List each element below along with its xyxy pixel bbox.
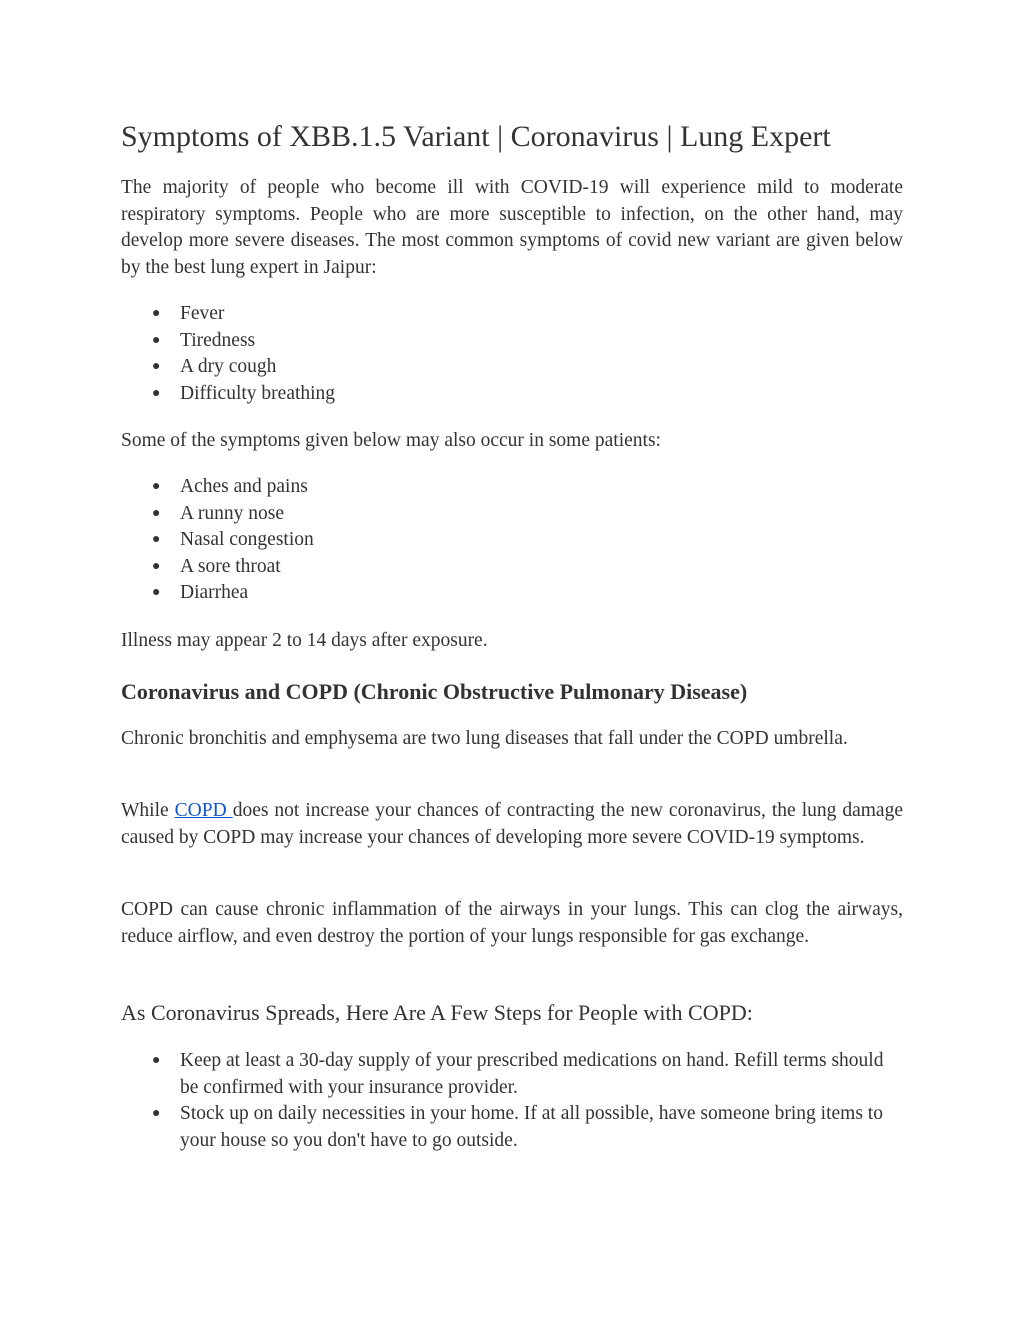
exposure-paragraph: Illness may appear 2 to 14 days after exposure.: [121, 630, 488, 651]
list-item: ● Aches and pains: [121, 474, 903, 501]
other-symptoms-list: [121, 474, 903, 607]
list-item: ● Nasal congestion: [121, 527, 903, 554]
page-title: Symptoms of XBB.1.5 Variant | Coronavirus | Lung Expert: [121, 120, 831, 153]
bullet-icon: ●: [152, 306, 161, 321]
common-symptoms-list: [121, 301, 903, 407]
bullet-icon: ●: [152, 1106, 161, 1122]
steps-heading: As Coronavirus Spreads, Here Are A Few Steps for People with COPD:: [121, 1000, 753, 1025]
bullet-icon: ●: [152, 332, 161, 348]
list-item: ● Fever: [121, 301, 903, 328]
copd-paragraph-2: While COPD does not increase your chances of contracting the new coronavirus, the lung damage caused by COPD may increase your chances of developing more severe COVID-19 symptoms.: [121, 800, 903, 848]
list-item: ● Stock up on daily necessities in your home. If at all possible, have someone bring items to your house so you don't have to go outside.: [152, 1103, 883, 1151]
bullet-icon: ●: [152, 505, 161, 521]
list-item: ● Diarrhea: [121, 580, 903, 607]
steps-list: [121, 1048, 903, 1154]
bullet-icon: ●: [152, 558, 161, 574]
other-symptoms-intro: Some of the symptoms given below may also occur in some patients:: [121, 430, 661, 451]
list-item: ● Tiredness: [121, 328, 903, 355]
bullet-icon: ●: [152, 479, 161, 494]
list-item: ● A runny nose: [121, 501, 903, 528]
copd-link[interactable]: COPD: [174, 800, 233, 821]
bullet-icon: ●: [152, 532, 161, 548]
bullet-icon: ●: [152, 1053, 161, 1068]
bullet-icon: ●: [152, 385, 161, 401]
list-item: ● A sore throat: [121, 554, 903, 581]
copd-heading: Coronavirus and COPD (Chronic Obstructive Pulmonary Disease): [121, 679, 748, 704]
list-item: ● Difficulty breathing: [121, 381, 903, 408]
intro-paragraph: The majority of people who become ill with COVID-19 will experience mild to moderate respiratory symptoms. People who are more susceptible to infection, on the other hand, may develop more severe diseases. The most common symptoms of covid new variant are given below by the best lung expert in Jaipur:: [121, 177, 903, 278]
copd-paragraph-1: Chronic bronchitis and emphysema are two lung diseases that fall under the COPD umbrella.: [121, 728, 848, 749]
list-item: ● Keep at least a 30-day supply of your prescribed medications on hand. Refill terms should be confirmed with your insurance provider.: [152, 1050, 884, 1098]
list-item: ● A dry cough: [121, 354, 903, 381]
bullet-icon: ●: [152, 585, 161, 601]
bullet-icon: ●: [152, 359, 161, 375]
copd-paragraph-3: COPD can cause chronic inflammation of the airways in your lungs. This can clog the airways, reduce airflow, and even destroy the portion of your lungs responsible for gas exchange.: [121, 899, 903, 947]
